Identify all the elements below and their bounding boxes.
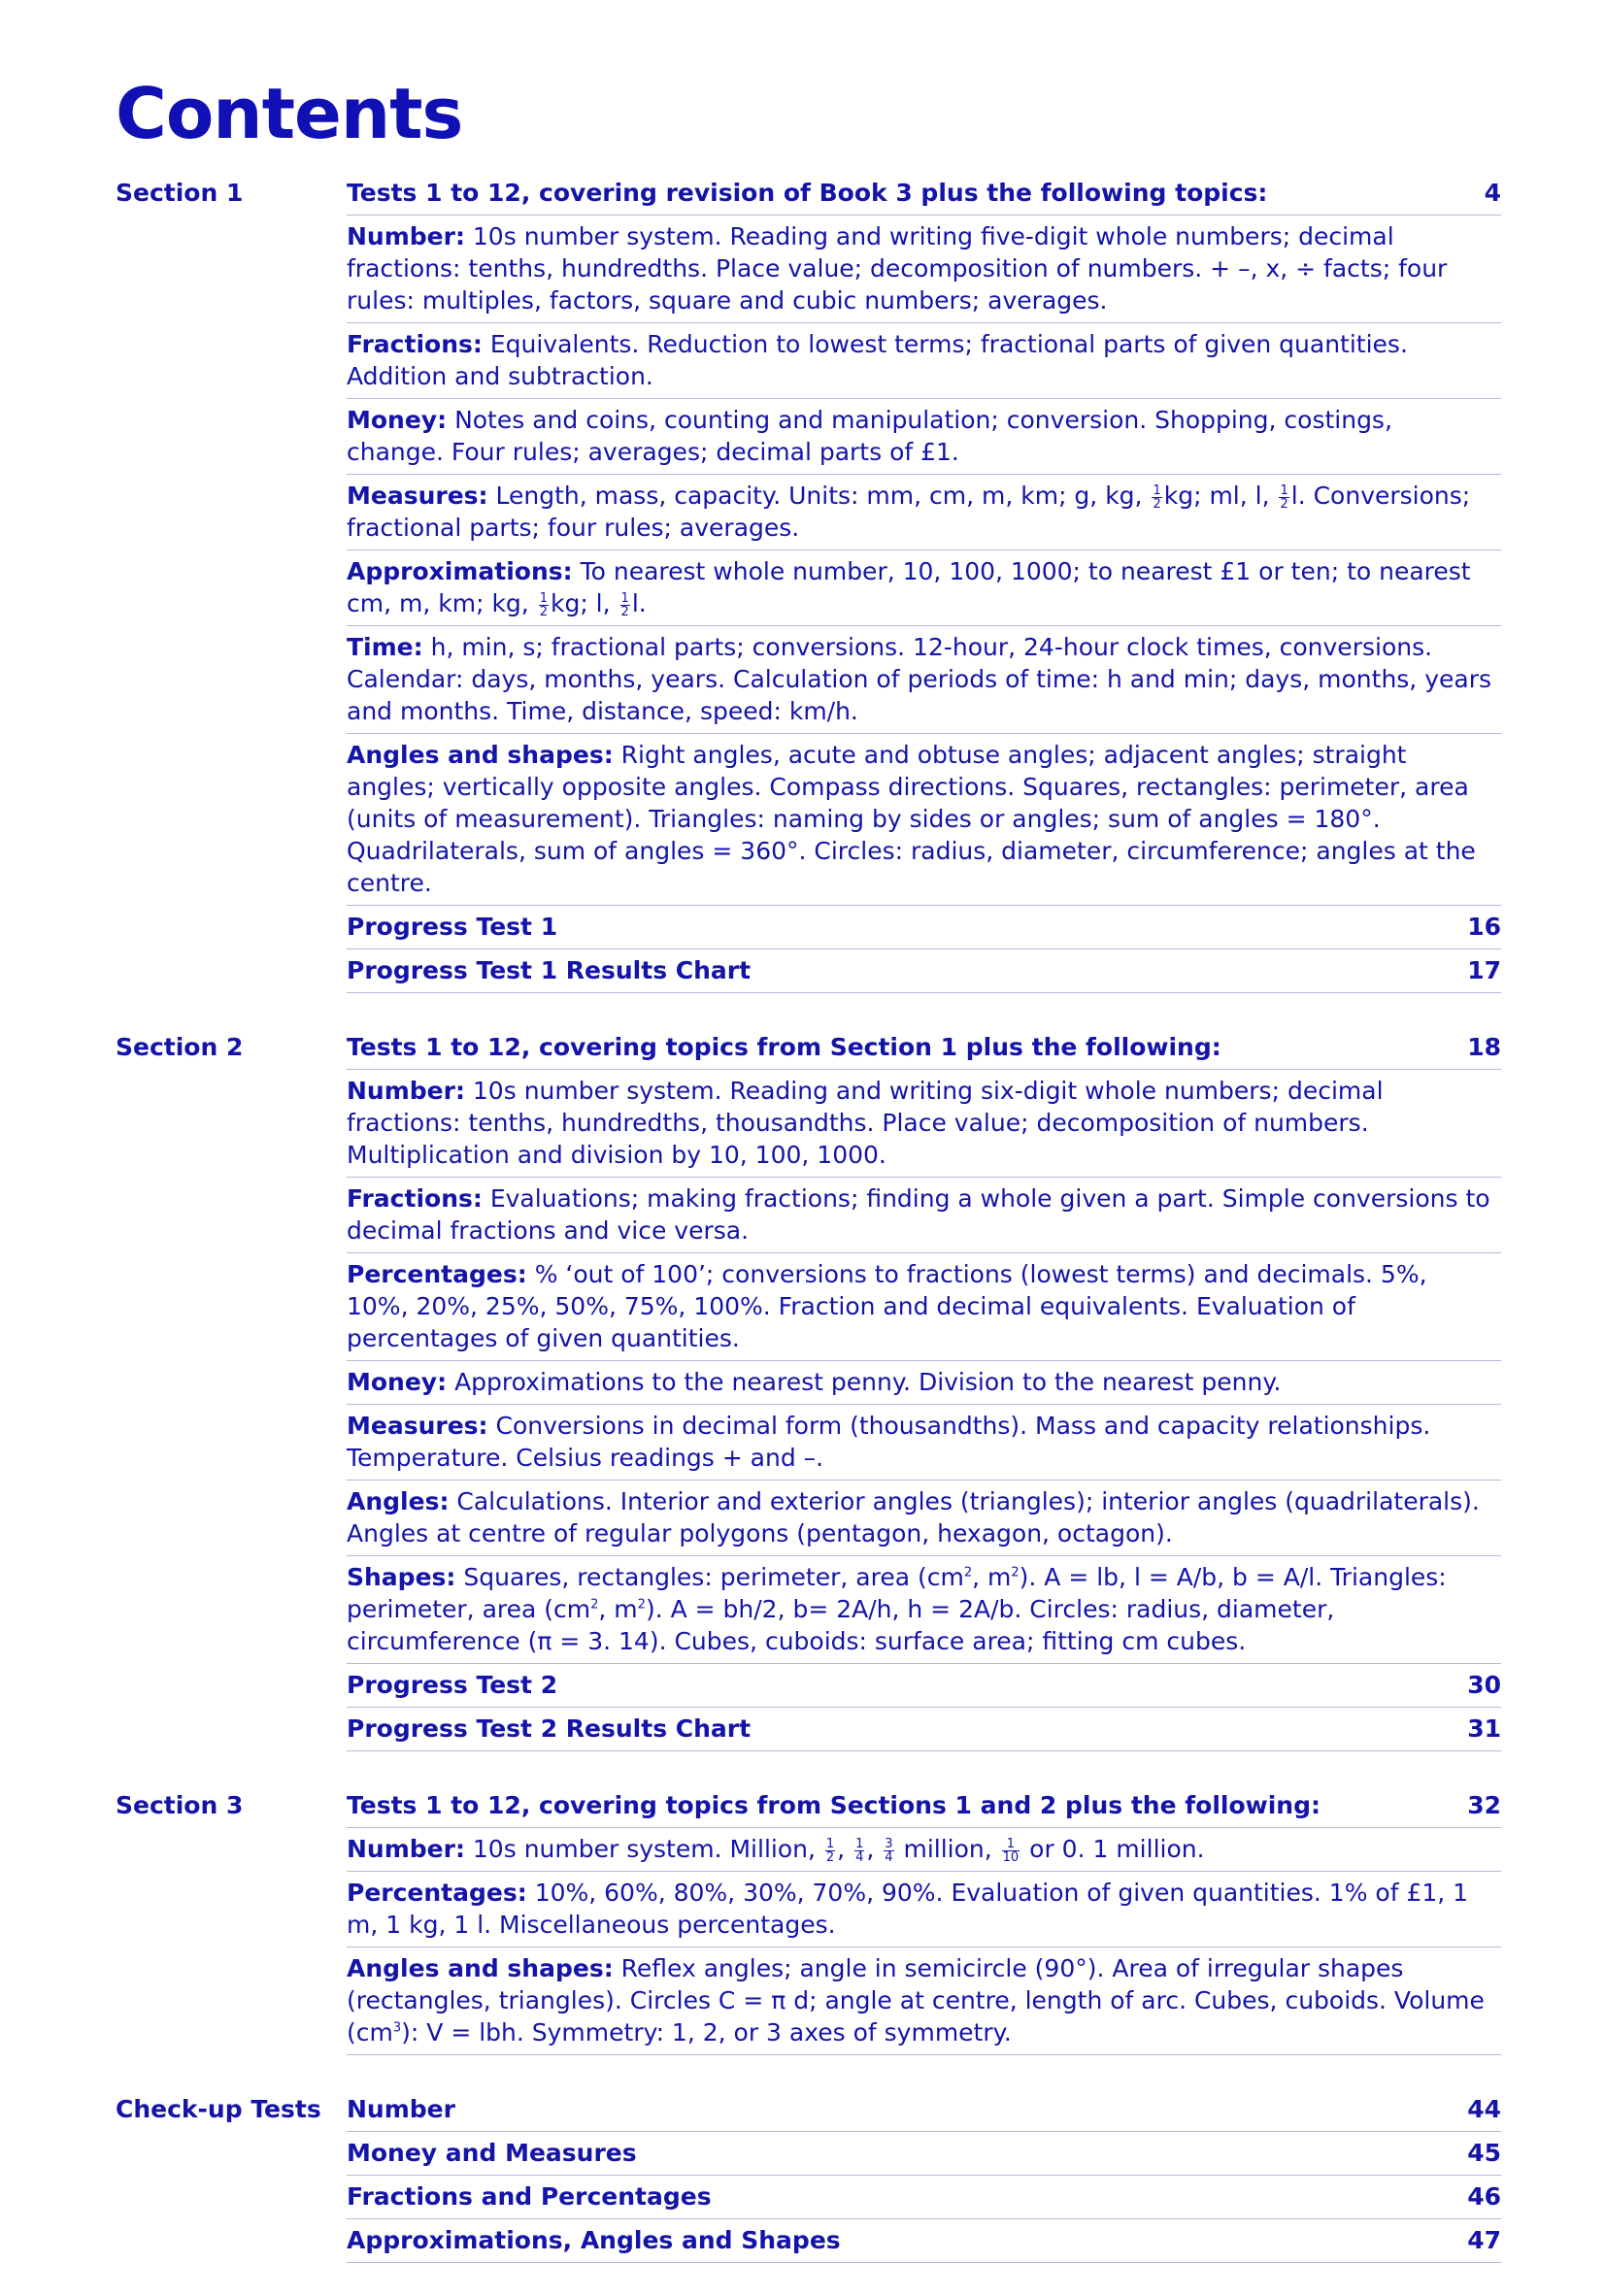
entry-title: Money and Measures bbox=[347, 2139, 637, 2168]
topic-name: Angles: bbox=[347, 1487, 450, 1516]
toc-entry[interactable] bbox=[347, 2219, 1501, 2263]
topic-text: Approximations: To nearest whole number, 10, 100, 1000; to nearest £1 or ten; to nearest cm, m, km; kg, $\frac{1}{2}$ kg; l, $\frac{1}{2}$ l. bbox=[347, 557, 1471, 619]
topic-text: Measures: Conversions in decimal form (thousandths). Mass and capacity relationships. Temperature. Celsius readings + and –. bbox=[347, 1412, 1431, 1473]
section-label bbox=[116, 906, 347, 949]
section-label bbox=[116, 1361, 347, 1405]
topic-row bbox=[347, 1947, 1501, 2055]
section-label bbox=[116, 1253, 347, 1361]
toc-entry[interactable] bbox=[347, 1708, 1501, 1751]
toc-row bbox=[116, 1361, 1501, 1405]
topic-text: Percentages: % ‘out of 100’; conversions to fractions (lowest terms) and decimals. 5%, 10%, 20%, 25%, 50%, 75%, 100%. Fraction and decimal equivalents. Evaluation of percentages of given quantities. bbox=[347, 1260, 1427, 1353]
topic-name: Measures: bbox=[347, 1412, 488, 1441]
toc-row bbox=[116, 2176, 1501, 2219]
toc-row bbox=[116, 1664, 1501, 1708]
toc-row bbox=[116, 949, 1501, 993]
toc-row bbox=[116, 1947, 1501, 2055]
topic-row bbox=[347, 1481, 1501, 1556]
topic-name: Approximations: bbox=[347, 557, 573, 586]
superscript: 3 bbox=[392, 2020, 402, 2036]
section-label: Section 2 bbox=[116, 1033, 244, 1062]
topic-row bbox=[347, 550, 1501, 626]
fraction-numerator: 1 bbox=[1002, 1838, 1020, 1851]
section-label bbox=[116, 475, 347, 550]
section-heading[interactable] bbox=[347, 1784, 1501, 1828]
fraction bbox=[1279, 484, 1288, 511]
page-number: 30 bbox=[1467, 1671, 1501, 1700]
section-heading-text: Tests 1 to 12, covering revision of Book 3 plus the following topics: bbox=[347, 179, 1268, 208]
fraction bbox=[620, 592, 630, 618]
topic-text: Angles and shapes: Right angles, acute and obtuse angles; adjacent angles; straight angles; vertically opposite angles. Compass directions. Squares, rectangles: perimeter, area (units of measurement). Triangles: naming by sides or angles; sum of angles = 180°. Quadrilaterals, sum of angles = 360°. Circles: radius, diameter, circumference; angles at the centre. bbox=[347, 741, 1476, 898]
superscript: 2 bbox=[637, 1597, 646, 1613]
fraction bbox=[1152, 484, 1161, 511]
entry-title: Progress Test 1 bbox=[347, 913, 558, 942]
fraction-denominator: 10 bbox=[1002, 1849, 1020, 1865]
toc-entry[interactable] bbox=[347, 2132, 1501, 2176]
fraction-denominator: 2 bbox=[825, 1849, 835, 1865]
section-label bbox=[116, 216, 347, 323]
fraction-denominator: 2 bbox=[620, 604, 629, 619]
section-heading-text: Tests 1 to 12, covering topics from Sections 1 and 2 plus the following: bbox=[347, 1791, 1321, 1820]
topic-row bbox=[347, 1178, 1501, 1253]
toc-row bbox=[116, 1405, 1501, 1481]
section-label bbox=[116, 2132, 347, 2176]
section-label bbox=[116, 1070, 347, 1178]
topic-text: Time: h, min, s; fractional parts; conversions. 12-hour, 24-hour clock times, conversions. Calendar: days, months, years. Calculation of periods of time: h and min; days, months, years and months. Time, distance, speed: km/h. bbox=[347, 633, 1492, 726]
topic-name: Money: bbox=[347, 1368, 448, 1397]
fraction-numerator: 1 bbox=[620, 590, 629, 606]
section-heading[interactable] bbox=[347, 172, 1501, 216]
contents-page bbox=[116, 73, 1501, 2296]
superscript: 2 bbox=[1011, 1565, 1020, 1581]
section-label bbox=[116, 550, 347, 626]
section-label: Section 1 bbox=[116, 179, 244, 208]
toc-row bbox=[116, 1070, 1501, 1178]
topic-name: Percentages: bbox=[347, 1260, 527, 1289]
page-number: 32 bbox=[1467, 1791, 1501, 1820]
toc-entry[interactable] bbox=[347, 949, 1501, 993]
toc-row bbox=[116, 550, 1501, 626]
entry-title: Progress Test 1 Results Chart bbox=[347, 956, 752, 985]
section-label bbox=[116, 1947, 347, 2055]
toc-row bbox=[116, 323, 1501, 399]
section-block bbox=[116, 1026, 1501, 1751]
page-number: 46 bbox=[1467, 2182, 1501, 2212]
page-number: 44 bbox=[1467, 2095, 1501, 2124]
superscript: 2 bbox=[590, 1597, 599, 1613]
section-label bbox=[116, 949, 347, 993]
toc-row bbox=[116, 734, 1501, 906]
topic-text: Number: 10s number system. Reading and writing five-digit whole numbers; decimal fractions: tenths, hundredths. Place value; decomposition of numbers. + –, x, ÷ facts; four rules: multiples, factors, square and cubic numbers; averages. bbox=[347, 222, 1448, 316]
page-title: Contents bbox=[116, 73, 463, 154]
page-number: 31 bbox=[1467, 1714, 1501, 1744]
fraction-numerator: 1 bbox=[539, 590, 548, 606]
section-label bbox=[116, 1556, 347, 1664]
section-label bbox=[116, 2219, 347, 2263]
fraction bbox=[1002, 1838, 1020, 1864]
fraction bbox=[539, 592, 549, 618]
topic-row bbox=[347, 626, 1501, 734]
fraction-denominator: 2 bbox=[1280, 496, 1288, 512]
page-number: 18 bbox=[1467, 1033, 1501, 1062]
toc-row bbox=[116, 1708, 1501, 1751]
section-label bbox=[116, 1664, 347, 1708]
fraction-denominator: 2 bbox=[1153, 496, 1161, 512]
topic-row bbox=[347, 1405, 1501, 1481]
section-label bbox=[116, 1872, 347, 1947]
entry-title: Approximations, Angles and Shapes bbox=[347, 2226, 841, 2255]
toc-row bbox=[116, 1784, 1501, 1828]
section-label bbox=[116, 323, 347, 399]
fraction-numerator: 3 bbox=[885, 1836, 893, 1851]
toc-row bbox=[116, 1253, 1501, 1361]
section-label bbox=[116, 1828, 347, 1872]
topic-row bbox=[347, 734, 1501, 906]
topic-text: Money: Approximations to the nearest penny. Division to the nearest penny. bbox=[347, 1368, 1282, 1397]
fraction-numerator: 1 bbox=[825, 1836, 835, 1851]
toc-row bbox=[116, 1872, 1501, 1947]
topic-text: Fractions: Evaluations; making fractions; finding a whole given a part. Simple conversions to decimal fractions and vice versa. bbox=[347, 1184, 1490, 1246]
section-block bbox=[116, 1784, 1501, 2055]
section-label bbox=[116, 1178, 347, 1253]
fraction-numerator: 1 bbox=[855, 1836, 864, 1851]
toc-row bbox=[116, 216, 1501, 323]
toc-row bbox=[116, 2088, 1501, 2132]
fraction-denominator: 4 bbox=[885, 1849, 893, 1865]
topic-name: Number: bbox=[347, 1077, 465, 1106]
fraction bbox=[884, 1838, 893, 1864]
topic-text: Percentages: 10%, 60%, 80%, 30%, 70%, 90%. Evaluation of given quantities. 1% of £1, 1 m, 1 kg, 1 l. Miscellaneous percentages. bbox=[347, 1879, 1469, 1940]
topic-text: Fractions: Equivalents. Reduction to lowest terms; fractional parts of given quantities. Addition and subtraction. bbox=[347, 330, 1408, 391]
entry-title: Fractions and Percentages bbox=[347, 2182, 712, 2212]
topic-text: Shapes: Squares, rectangles: perimeter, area ($cm^2$, $m^2$). A = lb, l = A/b, b = A/l. Triangles: perimeter, area ($cm^2$, $m^2$). A = bh/2, b= 2A/h, h = 2A/b. Circles: radius, diameter, circumference (π = 3. 14). Cubes, cuboids: surface area; fitting cm cubes. bbox=[347, 1563, 1447, 1656]
section-label bbox=[116, 1405, 347, 1481]
topic-name: Angles and shapes: bbox=[347, 741, 614, 770]
topic-row bbox=[347, 1828, 1501, 1872]
topic-name: Angles and shapes: bbox=[347, 1954, 614, 1983]
topic-row bbox=[347, 1361, 1501, 1405]
fraction bbox=[825, 1838, 835, 1864]
toc-row bbox=[116, 172, 1501, 216]
topic-row bbox=[347, 1556, 1501, 1664]
topic-row bbox=[347, 1253, 1501, 1361]
topic-name: Percentages: bbox=[347, 1879, 527, 1908]
page-number: 17 bbox=[1467, 956, 1501, 985]
toc-row bbox=[116, 1556, 1501, 1664]
topic-text: Money: Notes and coins, counting and manipulation; conversion. Shopping, costings, change. Four rules; averages; decimal parts of £1. bbox=[347, 406, 1392, 467]
toc-row bbox=[116, 1026, 1501, 1070]
section-label: Section 3 bbox=[116, 1791, 244, 1820]
fraction-denominator: 2 bbox=[539, 604, 548, 619]
fraction bbox=[854, 1838, 864, 1864]
entry-title: Progress Test 2 bbox=[347, 1671, 558, 1700]
topic-name: Number: bbox=[347, 222, 465, 251]
toc-entry[interactable] bbox=[347, 1664, 1501, 1708]
toc-row bbox=[116, 1828, 1501, 1872]
topic-name: Measures: bbox=[347, 482, 488, 511]
page-number: 16 bbox=[1467, 913, 1501, 942]
topic-row bbox=[347, 323, 1501, 399]
topic-name: Number: bbox=[347, 1835, 465, 1864]
page-number: 47 bbox=[1467, 2226, 1501, 2255]
section-label bbox=[116, 626, 347, 734]
fraction-denominator: 4 bbox=[855, 1849, 864, 1865]
toc-entry[interactable] bbox=[347, 2176, 1501, 2219]
section-label bbox=[116, 2176, 347, 2219]
section-heading-text: Tests 1 to 12, covering topics from Section 1 plus the following: bbox=[347, 1033, 1221, 1062]
topic-text: Number: 10s number system. Million, $\frac{1}{2}$ , $\frac{1}{4}$ , $\frac{3}{4}$ million, $\frac{1}{10}$ or 0. 1 million. bbox=[347, 1835, 1205, 1865]
entry-title: Number bbox=[347, 2095, 455, 2124]
toc-entry[interactable] bbox=[347, 906, 1501, 949]
toc-row bbox=[116, 475, 1501, 550]
section-label bbox=[116, 1708, 347, 1751]
topic-row bbox=[347, 475, 1501, 550]
section-heading[interactable] bbox=[347, 1026, 1501, 1070]
topic-text: Angles and shapes: Reflex angles; angle in semicircle (90°). Area of irregular shapes (rectangles, triangles). Circles C = π d; angle at centre, length of arc. Cubes, cuboids. Volume $(cm^3)$: V = lbh. Symmetry: 1, 2, or 3 axes of symmetry. bbox=[347, 1954, 1485, 2047]
topic-name: Money: bbox=[347, 406, 448, 435]
toc-row bbox=[116, 906, 1501, 949]
section-label bbox=[116, 734, 347, 906]
topic-row bbox=[347, 216, 1501, 323]
topic-name: Fractions: bbox=[347, 1184, 483, 1214]
topic-row bbox=[347, 1070, 1501, 1178]
toc-row bbox=[116, 1178, 1501, 1253]
toc-row bbox=[116, 2219, 1501, 2263]
toc-entry[interactable] bbox=[347, 2088, 1501, 2132]
sections-container bbox=[116, 172, 1501, 2263]
fraction-numerator: 1 bbox=[1153, 482, 1161, 498]
entry-title: Progress Test 2 Results Chart bbox=[347, 1714, 752, 1744]
section-label bbox=[116, 399, 347, 475]
page-number: 45 bbox=[1467, 2139, 1501, 2168]
topic-name: Fractions: bbox=[347, 330, 483, 359]
section-label bbox=[116, 1481, 347, 1556]
toc-row bbox=[116, 2132, 1501, 2176]
topic-name: Time: bbox=[347, 633, 423, 662]
section-label: Check-up Tests bbox=[116, 2095, 321, 2124]
section-block bbox=[116, 172, 1501, 993]
topic-name: Shapes: bbox=[347, 1563, 456, 1592]
topic-text: Number: 10s number system. Reading and writing six-digit whole numbers; decimal fractions: tenths, hundredths, thousandths. Place value; decomposition of numbers. Multiplication and division by 10, 100, 1000. bbox=[347, 1077, 1384, 1170]
toc-row bbox=[116, 399, 1501, 475]
toc-row bbox=[116, 1481, 1501, 1556]
section-block bbox=[116, 2088, 1501, 2263]
toc-row bbox=[116, 626, 1501, 734]
topic-text: Angles: Calculations. Interior and exterior angles (triangles); interior angles (quadrilaterals). Angles at centre of regular polygons (pentagon, hexagon, octagon). bbox=[347, 1487, 1480, 1548]
topic-text: Measures: Length, mass, capacity. Units: mm, cm, m, km; g, kg, $\frac{1}{2}$ kg; ml, l, $\frac{1}{2}$ l. Conversions; fractional parts; four rules; averages. bbox=[347, 482, 1471, 543]
topic-row bbox=[347, 399, 1501, 475]
superscript: 2 bbox=[963, 1565, 973, 1581]
page-number: 4 bbox=[1484, 179, 1501, 208]
fraction-numerator: 1 bbox=[1280, 482, 1288, 498]
topic-row bbox=[347, 1872, 1501, 1947]
